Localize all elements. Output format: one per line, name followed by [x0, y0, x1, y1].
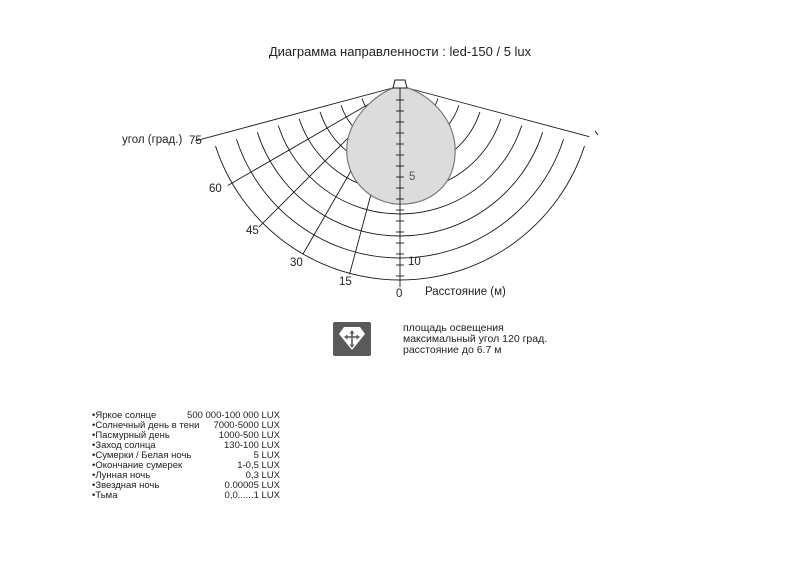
- angle-tick-30: 30: [290, 257, 303, 269]
- lux-condition-value: 1-0,5 LUX: [237, 460, 280, 471]
- diagram-title: Диаграмма направленности : led-150 / 5 lux: [268, 44, 532, 59]
- zone-line-angle: максимальный угол 120 град.: [403, 333, 548, 345]
- distance-axis-label: Расстояние (м): [425, 286, 506, 298]
- illumination-area-icon: [333, 322, 371, 356]
- lux-condition-value: 0,0......1 LUX: [224, 490, 280, 501]
- arc-end-marker: [595, 131, 598, 135]
- lux-condition-name: • Заход солнца: [92, 441, 156, 451]
- distance-tick-10: 10: [408, 256, 421, 268]
- lux-condition-name: • Звездная ночь: [92, 481, 159, 491]
- angle-tick-60: 60: [209, 183, 222, 195]
- lux-condition-value: 0,3 LUX: [245, 470, 280, 481]
- lamp-icon: [393, 80, 407, 88]
- lux-condition-name: • Пасмурный день: [92, 431, 170, 441]
- lux-condition-name: • Яркое солнце: [92, 411, 156, 421]
- distance-tick-5: 5: [409, 171, 416, 183]
- lux-condition-value: 130-100 LUX: [224, 440, 280, 451]
- lux-condition-name: • Лунная ночь: [92, 471, 150, 481]
- zone-line-distance: расстояние до 6.7 м: [403, 344, 502, 356]
- angle-tick-15: 15: [339, 276, 352, 288]
- lux-condition-value: 1000-500 LUX: [218, 430, 280, 441]
- lux-condition-name: • Сумерки / Белая ночь: [92, 451, 191, 461]
- lux-table-row: [92, 491, 280, 501]
- lux-condition-value: 7000-5000 LUX: [213, 420, 280, 431]
- lux-condition-value: 5 LUX: [253, 450, 280, 461]
- angle-tick-75: 75: [189, 135, 202, 147]
- lux-condition-name: • Тьма: [92, 491, 117, 501]
- lux-condition-value: 500 000-100 000 LUX: [187, 410, 280, 421]
- lux-condition-name: • Окончание сумерек: [92, 461, 182, 471]
- zone-line-area: площадь освещения: [403, 322, 504, 334]
- lux-reference-table: [92, 411, 280, 501]
- angle-tick-45: 45: [246, 225, 259, 237]
- illumination-zone-info: [403, 323, 547, 356]
- angle-tick-0: 0: [396, 288, 403, 300]
- angle-axis-label: угол (град.): [122, 134, 183, 146]
- lux-condition-value: 0.00005 LUX: [224, 480, 280, 491]
- lux-condition-name: • Солнечный день в тени: [92, 421, 199, 431]
- beam-area: [347, 86, 455, 204]
